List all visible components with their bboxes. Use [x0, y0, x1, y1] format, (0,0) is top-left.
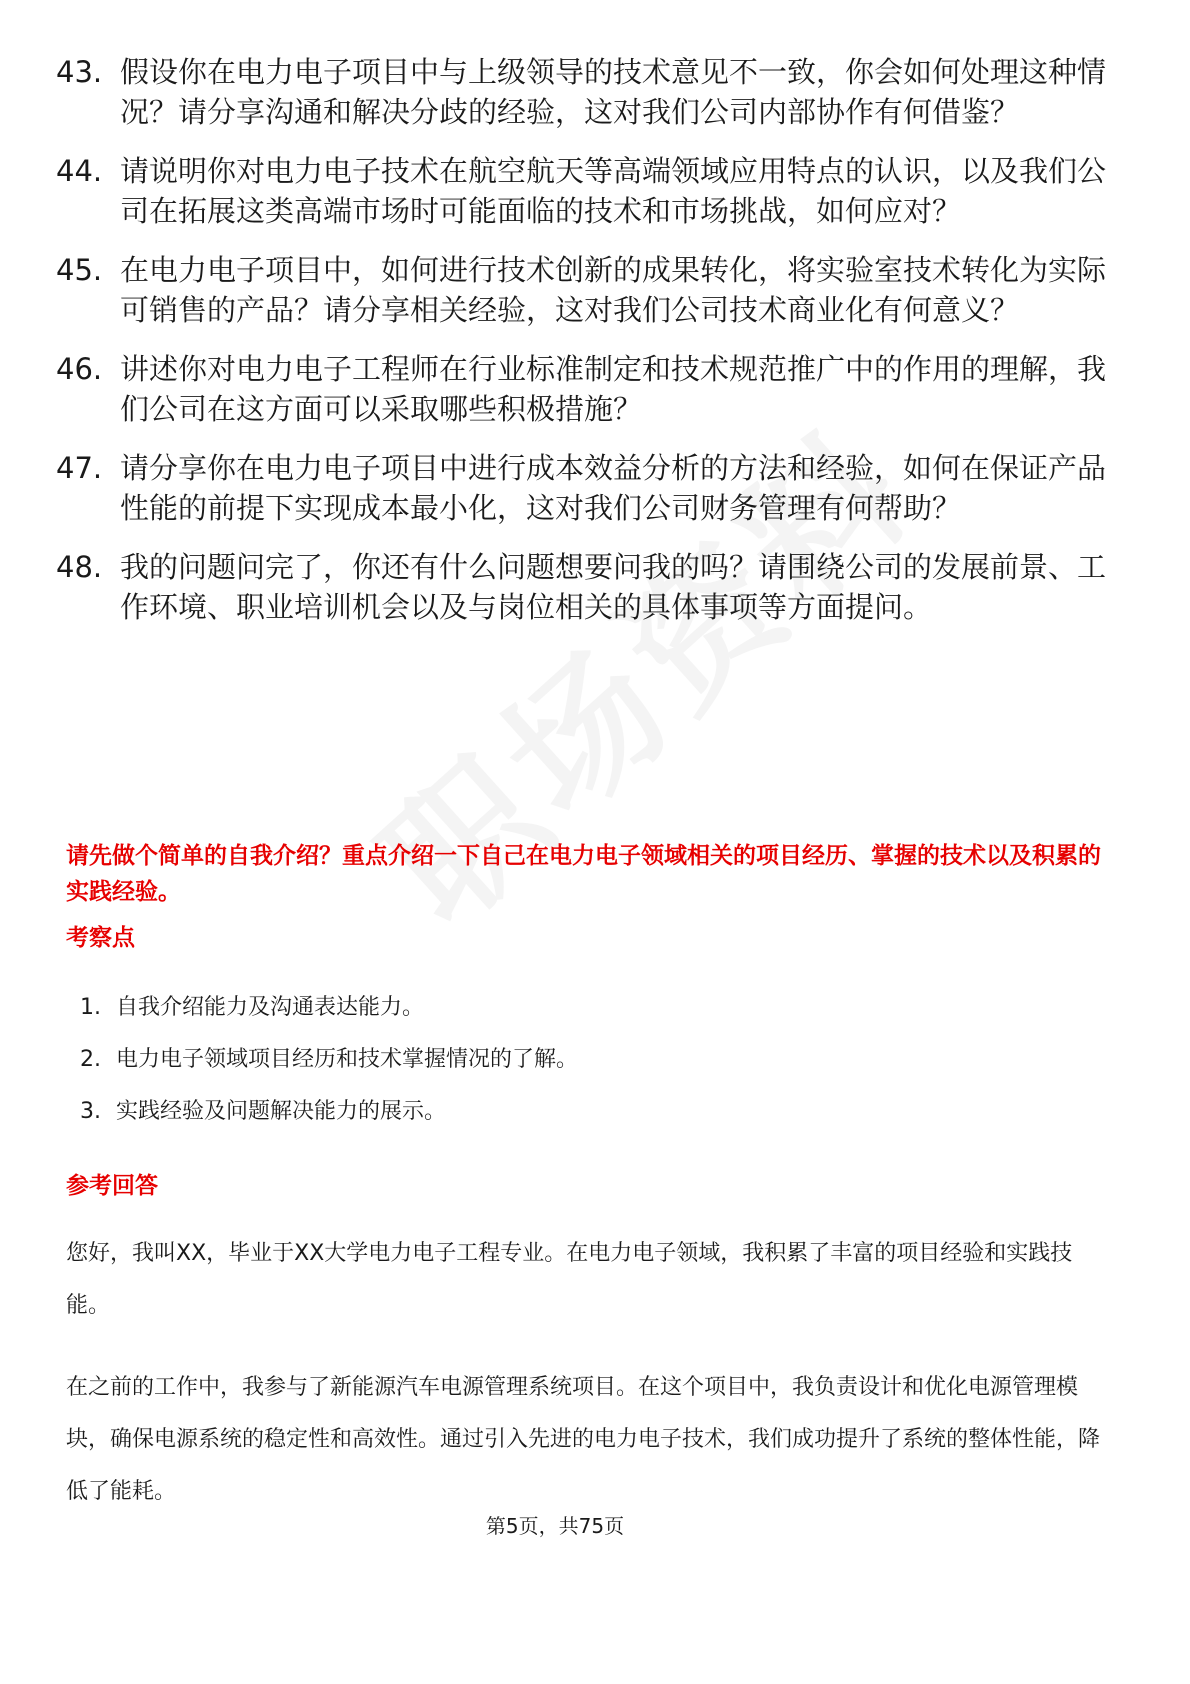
question-list — [56, 52, 1116, 646]
question-number: 43. — [56, 55, 103, 89]
reference-paragraph: 您好，我叫XX，毕业于XX大学电力电子工程专业。在电力电子领域，我积累了丰富的项目经验和实践技能。 — [66, 1241, 1073, 1318]
point-number: 1. — [80, 995, 101, 1020]
question-item — [56, 250, 1116, 330]
page-number: 第5页，共75页 — [485, 1514, 625, 1538]
point-text: 自我介绍能力及沟通表达能力。 — [116, 995, 425, 1020]
question-item — [56, 448, 1116, 528]
question-number: 48. — [56, 550, 103, 584]
point-number: 3. — [80, 1099, 101, 1124]
question-number: 46. — [56, 352, 103, 386]
assessment-heading: 考察点 — [66, 925, 135, 951]
reference-paragraph: 在之前的工作中，我参与了新能源汽车电源管理系统项目。在这个项目中，我负责设计和优化电源管理模块，确保电源系统的稳定性和高效性。通过引入先进的电力电子技术，我们成功提升了系统的整体性能，降低了能耗。 — [66, 1375, 1101, 1504]
assessment-point — [80, 992, 1080, 1044]
question-number: 44. — [56, 154, 103, 188]
point-text: 电力电子领域项目经历和技术掌握情况的了解。 — [116, 1047, 579, 1072]
assessment-point — [80, 1044, 1080, 1096]
reference-heading: 参考回答 — [66, 1173, 158, 1199]
question-text: 请说明你对电力电子技术在航空航天等高端领域应用特点的认识，以及我们公司在拓展这类高端市场时可能面临的技术和市场挑战，如何应对？ — [120, 154, 1107, 228]
assessment-points — [80, 992, 1080, 1148]
assessment-point — [80, 1096, 1080, 1148]
question-item — [56, 52, 1116, 132]
question-item — [56, 349, 1116, 429]
question-item — [56, 547, 1116, 627]
question-text: 讲述你对电力电子工程师在行业标准制定和技术规范推广中的作用的理解，我们公司在这方面可以采取哪些积极措施？ — [120, 352, 1107, 426]
point-number: 2. — [80, 1047, 101, 1072]
question-text: 假设你在电力电子项目中与上级领导的技术意见不一致，你会如何处理这种情况？请分享沟通和解决分歧的经验，这对我们公司内部协作有何借鉴？ — [120, 55, 1107, 129]
question-item — [56, 151, 1116, 231]
question-text: 请分享你在电力电子项目中进行成本效益分析的方法和经验，如何在保证产品性能的前提下实现成本最小化，这对我们公司财务管理有何帮助？ — [120, 451, 1107, 525]
question-text: 在电力电子项目中，如何进行技术创新的成果转化，将实验室技术转化为实际可销售的产品？请分享相关经验，这对我们公司技术商业化有何意义？ — [120, 253, 1107, 327]
question-number: 45. — [56, 253, 103, 287]
question-text: 我的问题问完了，你还有什么问题想要问我的吗？请围绕公司的发展前景、工作环境、职业培训机会以及与岗位相关的具体事项等方面提问。 — [120, 550, 1107, 624]
question-number: 47. — [56, 451, 103, 485]
point-text: 实践经验及问题解决能力的展示。 — [116, 1099, 447, 1124]
featured-question: 请先做个简单的自我介绍？重点介绍一下自己在电力电子领域相关的项目经历、掌握的技术以及积累的实践经验。 — [66, 843, 1101, 905]
